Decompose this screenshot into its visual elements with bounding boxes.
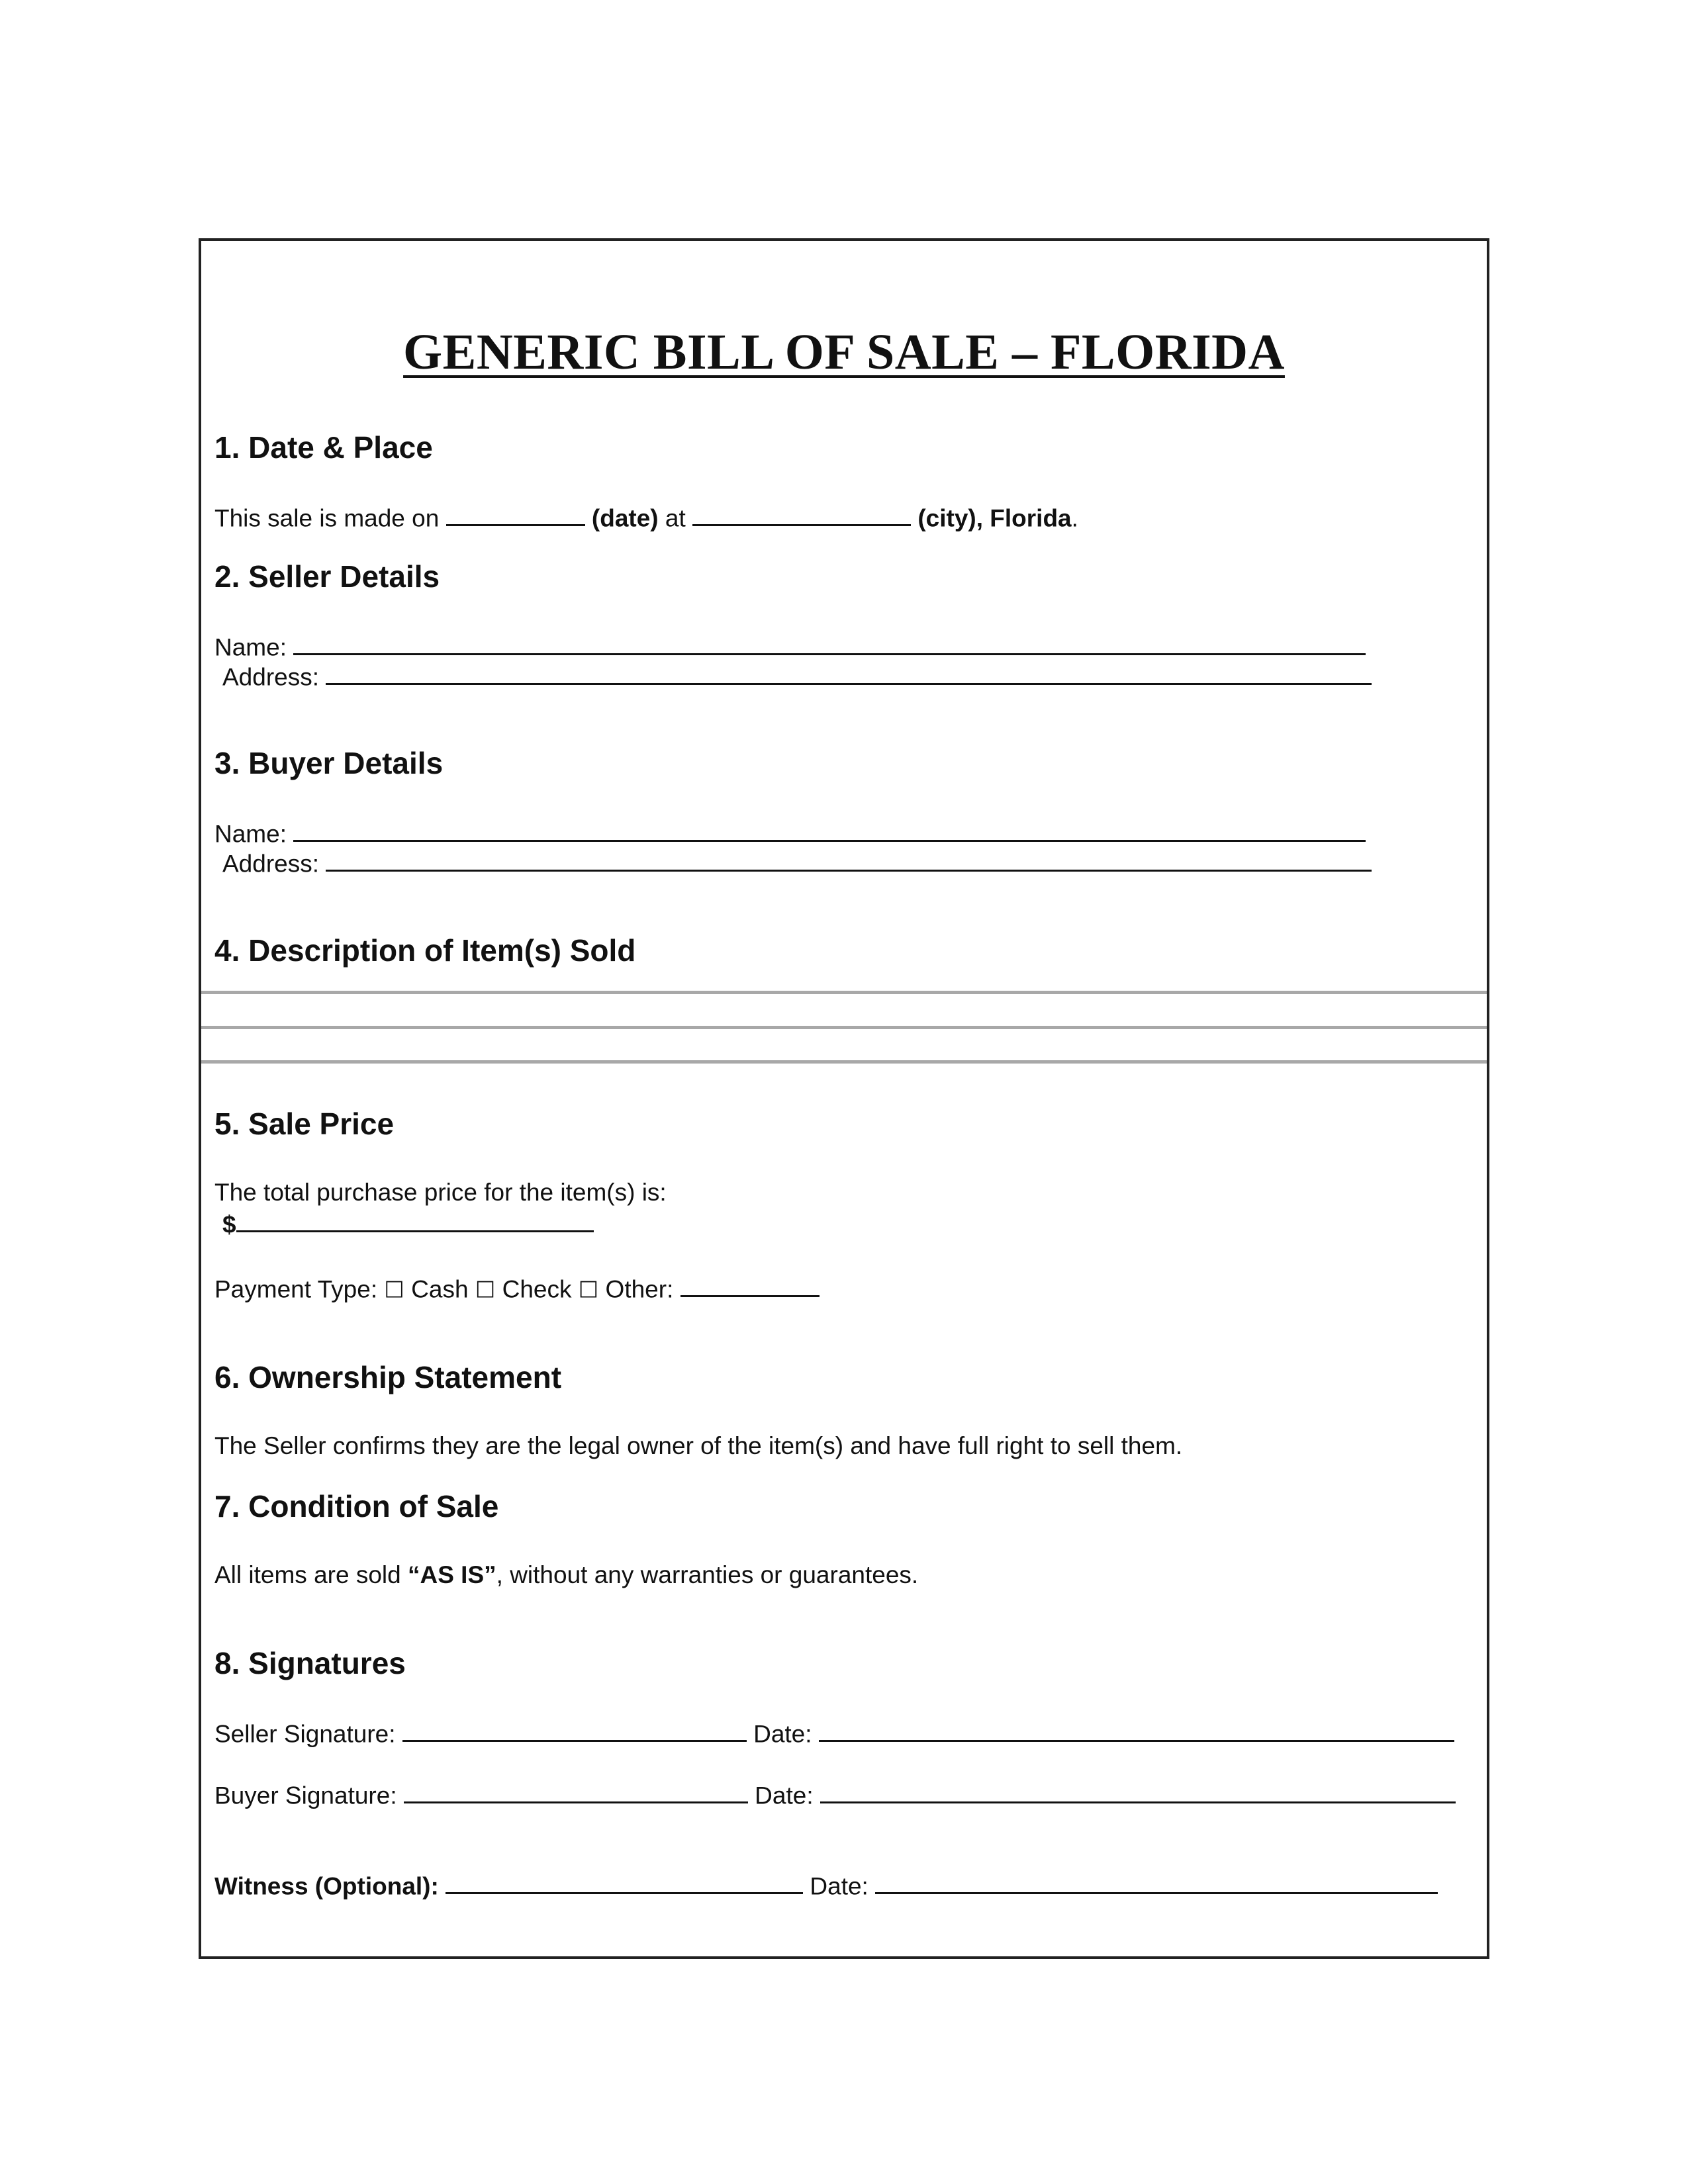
- date-place-line: [214, 502, 1078, 532]
- period: .: [1071, 504, 1078, 532]
- seller-date-field[interactable]: [819, 1718, 1454, 1742]
- description-line-1[interactable]: [201, 991, 1487, 994]
- seller-address-label: Address:: [222, 663, 320, 691]
- sale-city-field[interactable]: [692, 502, 911, 526]
- witness-signature-label: Witness (Optional):: [214, 1872, 439, 1900]
- cash-checkbox[interactable]: ☐: [384, 1277, 404, 1304]
- date-label: (date): [591, 504, 659, 532]
- form-frame: [199, 238, 1489, 1959]
- condition-text-pre: All items are sold: [214, 1561, 401, 1588]
- as-is-label: “AS IS”: [408, 1561, 496, 1588]
- buyer-date-field[interactable]: [820, 1780, 1456, 1803]
- heading-condition: 7. Condition of Sale: [214, 1489, 499, 1524]
- buyer-address-field[interactable]: [326, 848, 1372, 872]
- buyer-date-label: Date:: [755, 1782, 814, 1809]
- buyer-address-label: Address:: [222, 850, 320, 878]
- description-line-2[interactable]: [201, 1026, 1487, 1029]
- buyer-name-label: Name:: [214, 820, 287, 848]
- other-checkbox[interactable]: ☐: [578, 1277, 599, 1304]
- condition-text: [214, 1561, 918, 1589]
- price-row: [222, 1208, 594, 1238]
- witness-signature-field[interactable]: [445, 1870, 803, 1894]
- seller-signature-row: [214, 1718, 1454, 1748]
- other-field[interactable]: [680, 1273, 820, 1297]
- seller-address-field[interactable]: [326, 661, 1372, 685]
- date-place-text: This sale is made on: [214, 504, 440, 532]
- heading-ownership: 6. Ownership Statement: [214, 1360, 562, 1394]
- heading-signatures: 8. Signatures: [214, 1646, 406, 1680]
- seller-signature-label: Seller Signature:: [214, 1720, 396, 1748]
- ownership-text: The Seller confirms they are the legal owner of the item(s) and have full right to sell them.: [214, 1432, 1183, 1459]
- heading-description: 4. Description of Item(s) Sold: [214, 933, 636, 968]
- buyer-name-field[interactable]: [293, 818, 1366, 842]
- buyer-signature-label: Buyer Signature:: [214, 1782, 397, 1809]
- seller-signature-field[interactable]: [402, 1718, 747, 1742]
- price-text: The total purchase price for the item(s) is:: [214, 1179, 667, 1206]
- witness-date-label: Date:: [810, 1872, 868, 1900]
- payment-type-row: [214, 1273, 820, 1303]
- seller-name-field[interactable]: [293, 631, 1366, 655]
- seller-name-row: [214, 631, 1366, 661]
- buyer-signature-row: [214, 1780, 1456, 1809]
- heading-date-place: 1. Date & Place: [214, 430, 433, 465]
- description-line-3[interactable]: [201, 1060, 1487, 1064]
- payment-type-label: Payment Type:: [214, 1275, 378, 1303]
- document-title: GENERIC BILL OF SALE – FLORIDA: [403, 324, 1285, 380]
- seller-address-row: [222, 661, 1372, 691]
- witness-date-field[interactable]: [875, 1870, 1438, 1894]
- seller-name-label: Name:: [214, 633, 287, 661]
- heading-price: 5. Sale Price: [214, 1107, 395, 1141]
- sale-date-field[interactable]: [446, 502, 585, 526]
- check-label: Check: [502, 1275, 572, 1303]
- witness-signature-row: [214, 1870, 1438, 1900]
- cash-label: Cash: [411, 1275, 469, 1303]
- heading-buyer: 3. Buyer Details: [214, 746, 444, 780]
- condition-text-post: , without any warranties or guarantees.: [496, 1561, 919, 1588]
- other-label: Other:: [605, 1275, 674, 1303]
- buyer-name-row: [214, 818, 1366, 848]
- city-label: (city), Florida: [917, 504, 1072, 532]
- at-text: at: [665, 504, 686, 532]
- price-field[interactable]: [236, 1208, 594, 1232]
- buyer-signature-field[interactable]: [404, 1780, 748, 1803]
- buyer-address-row: [222, 848, 1372, 878]
- currency-symbol: $: [222, 1210, 236, 1238]
- check-checkbox[interactable]: ☐: [475, 1277, 496, 1304]
- heading-seller: 2. Seller Details: [214, 559, 440, 594]
- seller-date-label: Date:: [753, 1720, 812, 1748]
